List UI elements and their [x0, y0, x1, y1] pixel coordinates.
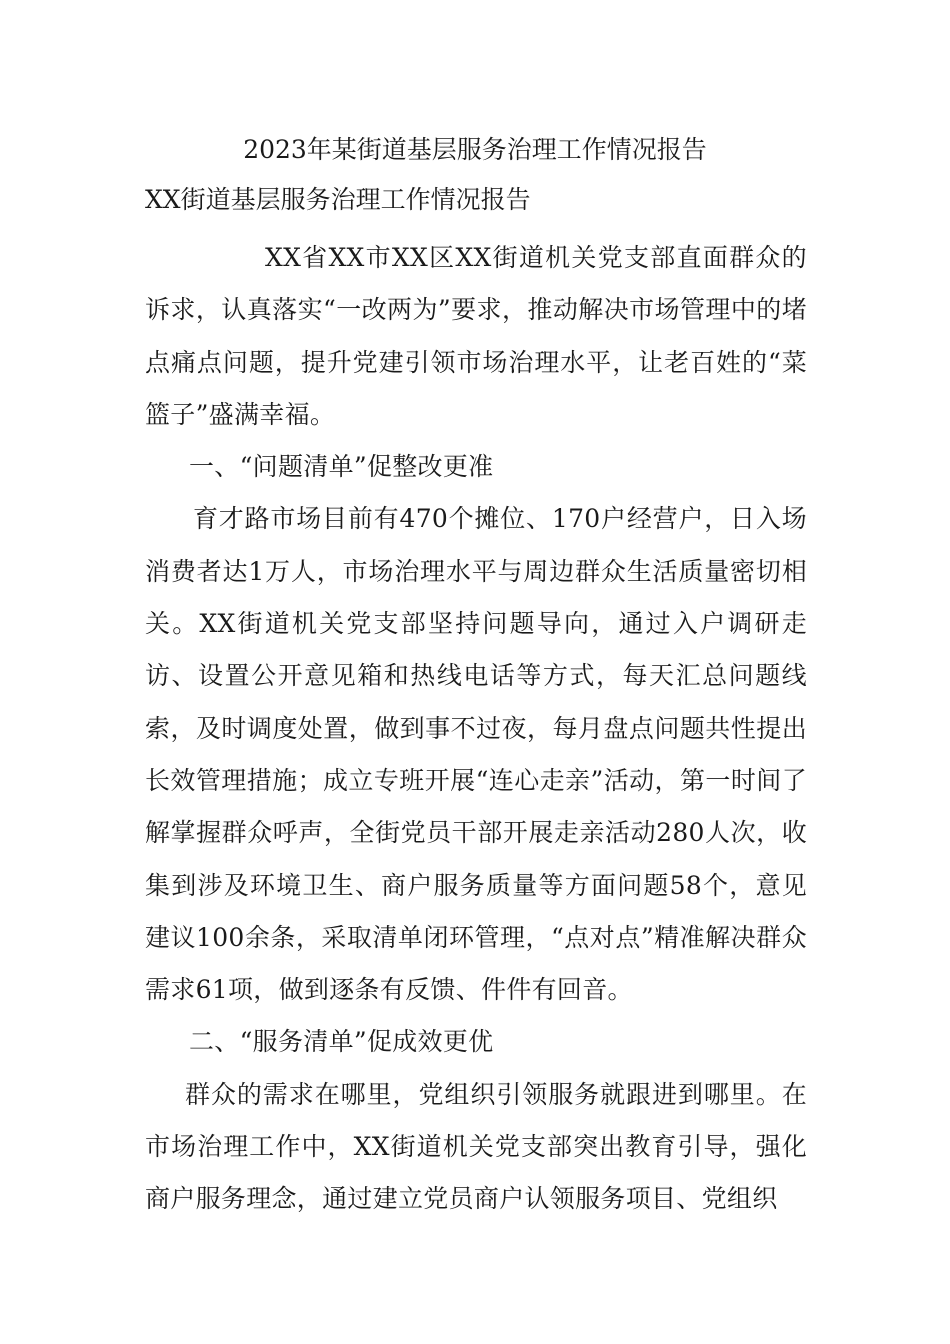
intro-paragraph: XX省XX市XX区XX街道机关党支部直面群众的诉求，认真落实“一改两为”要求，推动解决市场管理中的堵点痛点问题，提升党建引领市场治理水平，让老百姓的“菜篮子”盛满幸福。 — [145, 243, 807, 429]
document-subtitle: XX街道基层服务治理工作情况报告 — [145, 185, 531, 214]
document-body — [145, 232, 807, 1226]
section-1-paragraph: 育才路市场目前有470个摊位、170户经营户，日入场消费者达1万人，市场治理水平与周边群众生活质量密切相关。XX街道机关党支部坚持问题导向，通过入户调研走访、设置公开意见箱和热线电话等方式，每天汇总问题线索，及时调度处置，做到事不过夜，每月盘点问题共性提出长效管理措施；成立专班开展“连心走亲”活动，第一时间了解掌握群众呼声，全街党员干部开展走亲活动280人次，收集到涉及环境卫生、商户服务质量等方面问题58个，意见建议100余条，采取清单闭环管理，“点对点”精准解决群众需求61项，做到逐条有反馈、件件有回音。 — [145, 504, 807, 1005]
section-heading-1: 一、“问题清单”促整改更准 — [189, 452, 494, 482]
document-title: 2023年某街道基层服务治理工作情况报告 — [243, 135, 707, 164]
section-2-paragraph: 群众的需求在哪里，党组织引领服务就跟进到哪里。在市场治理工作中，XX街道机关党支部突出教育引导，强化商户服务理念，通过建立党员商户认领服务项目、党组织 — [145, 1079, 807, 1214]
section-heading-2: 二、“服务清单”促成效更优 — [189, 1027, 494, 1057]
